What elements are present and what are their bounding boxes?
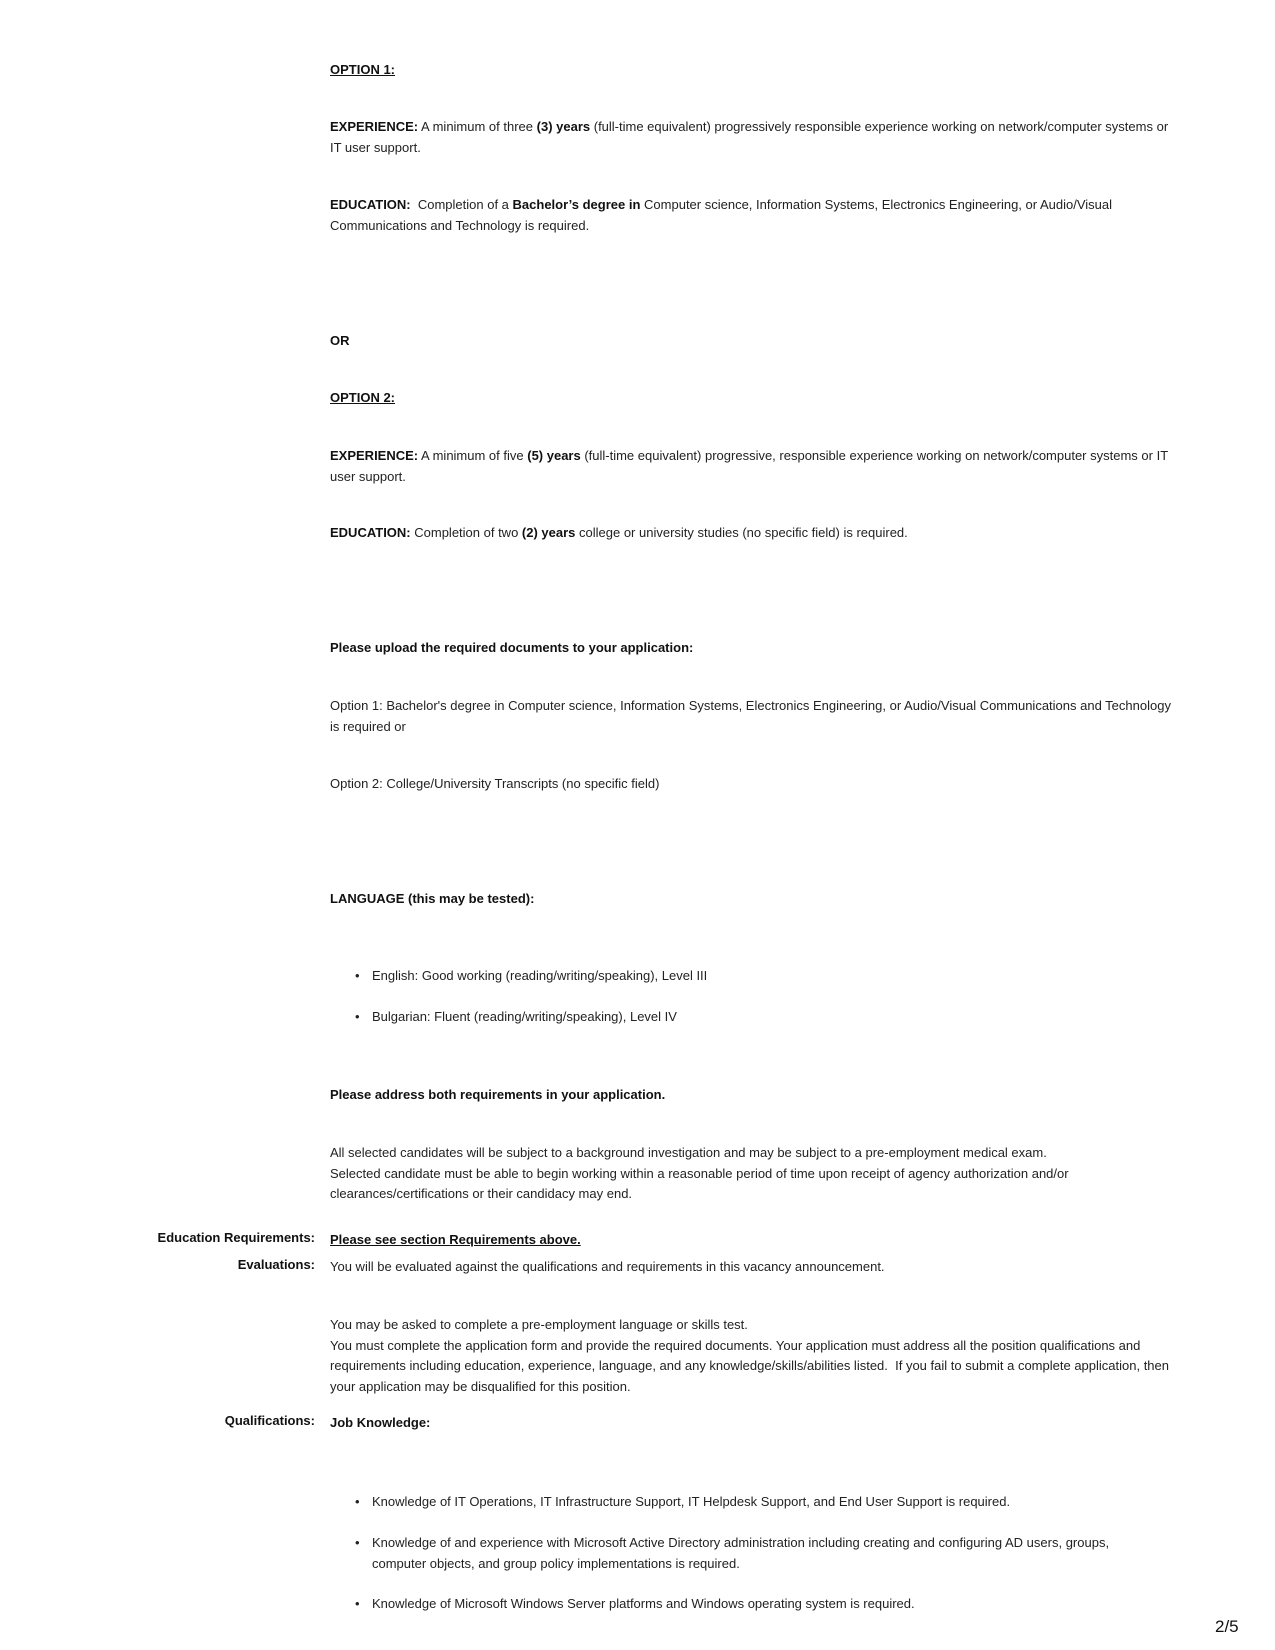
experience-label: EXPERIENCE:	[330, 448, 419, 463]
education-text-post: Computer science, Information Systems, Electronics Engineering, or Audio/Visual Communications and Technology is required.	[330, 197, 1116, 233]
language-item-text: English: Good working (reading/writing/speaking), Level III	[372, 968, 708, 983]
qualification-item-text: Knowledge of Microsoft Windows Server platforms and Windows operating system is required.	[372, 1596, 915, 1611]
education-text-post: college or university studies (no specific field) is required.	[575, 525, 908, 540]
option1-experience	[330, 117, 1175, 158]
qualifications-label: Qualifications:	[224, 1413, 315, 1428]
education-years: (2) years	[521, 525, 576, 540]
address-note: Please address both requirements in your application.	[330, 1087, 666, 1102]
language-item	[355, 1007, 1155, 1028]
bullet-icon: •	[355, 968, 360, 983]
bullet-icon: •	[355, 1596, 360, 1611]
upload-heading: Please upload the required documents to your application:	[330, 640, 694, 655]
bullet-icon: •	[355, 1009, 360, 1024]
option1-education	[330, 195, 1175, 236]
experience-text-pre: A minimum of five	[418, 448, 528, 463]
option2-experience	[330, 446, 1190, 487]
experience-text-post: (full-time equivalent) progressively responsible experience working on network/computer systems or IT user support.	[330, 119, 1169, 155]
language-item	[355, 966, 1155, 987]
upload-option1: Option 1: Bachelor's degree in Computer science, Information Systems, Electronics Engineering, or Audio/Visual Communications and Technology is required or	[330, 698, 1171, 734]
evaluations-value: You will be evaluated against the qualifications and requirements in this vacancy announcement.	[330, 1259, 885, 1274]
education-label: EDUCATION:	[330, 525, 411, 540]
evaluations-note1: You may be asked to complete a pre-employment language or skills test.	[330, 1317, 748, 1332]
language-item-text: Bulgarian: Fluent (reading/writing/speaking), Level IV	[372, 1009, 677, 1024]
option2-education	[330, 523, 1175, 544]
qualification-item	[355, 1594, 1155, 1615]
background-line1: All selected candidates will be subject to a background investigation and may be subject to a pre-employment medical exam.	[330, 1145, 1047, 1160]
option1-heading: OPTION 1:	[330, 62, 396, 77]
experience-text-pre: A minimum of three	[418, 119, 537, 134]
or-separator: OR	[330, 333, 350, 348]
education-label: EDUCATION:	[330, 197, 411, 212]
qualification-item-text: Knowledge of and experience with Microsoft Active Directory administration including creating and configuring AD users, groups, computer objects, and group policy implementations is required.	[372, 1535, 1110, 1571]
education-text-pre: Completion of a	[410, 197, 513, 212]
education-degree: Bachelor’s degree in	[512, 197, 641, 212]
language-heading: LANGUAGE (this may be tested):	[330, 891, 535, 906]
experience-label: EXPERIENCE:	[330, 119, 419, 134]
qualification-item	[355, 1533, 1155, 1574]
education-text-pre: Completion of two	[410, 525, 522, 540]
experience-text-post: (full-time equivalent) progressive, responsible experience working on network/computer systems or IT user support.	[330, 448, 1168, 484]
bullet-icon: •	[355, 1494, 360, 1509]
qualification-item	[355, 1492, 1155, 1513]
evaluations-label: Evaluations:	[237, 1257, 315, 1272]
evaluations-notes	[330, 1315, 1185, 1397]
evaluations-note2: You must complete the application form and provide the required documents. Your application must address all the position qualifications and requirements including education, experience, language, and any knowledge/skills/abilities listed. If you fail to submit a complete application, then your application may be disqualified for this position.	[330, 1337, 1173, 1394]
education-requirements-value: Please see section Requirements above.	[330, 1232, 581, 1247]
job-knowledge-heading: Job Knowledge:	[330, 1415, 431, 1430]
page-number: 2/5	[1215, 1617, 1239, 1636]
bullet-icon: •	[355, 1535, 360, 1550]
option2-heading: OPTION 2:	[330, 390, 396, 405]
qualification-item-text: Knowledge of IT Operations, IT Infrastructure Support, IT Helpdesk Support, and End User Support is required.	[372, 1494, 1011, 1509]
experience-years: (3) years	[536, 119, 591, 134]
background-notice	[330, 1143, 1175, 1205]
upload-option2: Option 2: College/University Transcripts (no specific field)	[330, 776, 660, 791]
experience-years: (5) years	[527, 448, 581, 463]
background-line2: Selected candidate must be able to begin working within a reasonable period of time upon receipt of agency authorization and/or clearances/certifications or their candidacy may end.	[330, 1165, 1069, 1201]
education-requirements-label: Education Requirements:	[157, 1230, 315, 1245]
